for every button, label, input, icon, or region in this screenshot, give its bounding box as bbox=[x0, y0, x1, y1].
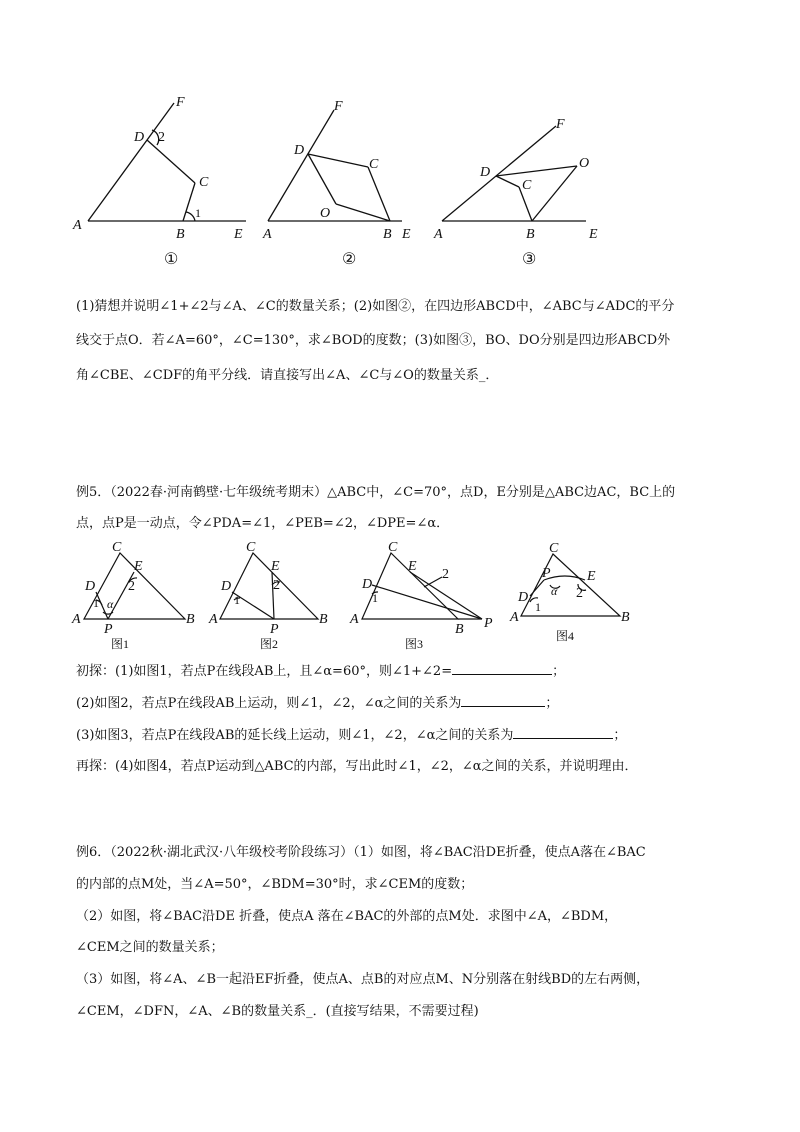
g4-label-P: P bbox=[542, 566, 551, 581]
g4-angle-alpha: α bbox=[551, 584, 558, 598]
g2-label-A: A bbox=[209, 612, 218, 627]
example-6-line-6: ∠CEM，∠DFN，∠A、∠B的数量关系_．(直接写结果，不需要过程) bbox=[76, 1004, 479, 1019]
g3-angle-2: 2 bbox=[442, 567, 449, 582]
g2-caption: 图2 bbox=[260, 637, 279, 651]
g3-label-D: D bbox=[362, 577, 373, 592]
g1-label-A: A bbox=[72, 612, 81, 627]
problem-text-line-3: 角∠CBE、∠CDF的角平分线．请直接写出∠A、∠C与∠O的数量关系_． bbox=[76, 368, 499, 383]
example-6-line-4: ∠CEM之间的数量关系； bbox=[76, 940, 224, 955]
q2-end: ； bbox=[545, 696, 559, 711]
label-F: F bbox=[176, 95, 185, 110]
q3-end: ； bbox=[613, 728, 627, 743]
label-E: E bbox=[402, 227, 411, 242]
figure-1-caption: ① bbox=[164, 251, 179, 268]
q1-end: ； bbox=[552, 664, 566, 679]
g3-label-P: P bbox=[484, 616, 493, 631]
example-5-line-1: 例5．（2022春·河南鹤壁·七年级统考期末）△ABC中，∠C=70°，点D，E分别是△ABC边AC，BC上的 bbox=[76, 485, 676, 500]
g3-angle-1: 1 bbox=[372, 591, 378, 605]
g3-label-B: B bbox=[455, 622, 464, 637]
label-O: O bbox=[320, 206, 331, 221]
g3-label-C: C bbox=[388, 540, 398, 555]
q2-answer-blank[interactable] bbox=[461, 693, 545, 707]
g4-angle-1: 1 bbox=[535, 600, 541, 614]
g4-label-A: A bbox=[510, 610, 519, 625]
g4-label-B: B bbox=[621, 610, 630, 625]
label-O: O bbox=[579, 156, 590, 171]
g1-angle-2: 2 bbox=[128, 579, 135, 594]
label-D: D bbox=[134, 130, 145, 145]
g1-caption: 图1 bbox=[111, 637, 130, 651]
g2-label-C: C bbox=[246, 540, 256, 555]
problem-text-line-2: 线交于点O．若∠A=60°，∠C=130°，求∠BOD的度数；(3)如图③，BO、DO分别是四边形ABCD外 bbox=[76, 333, 671, 348]
g2-label-P: P bbox=[270, 622, 279, 637]
example-6-line-2: 的内部的点M处，当∠A=50°，∠BDM=30°时，求∠CEM的度数； bbox=[76, 877, 474, 892]
g2-label-D: D bbox=[221, 579, 232, 594]
example-5-question-3 bbox=[76, 725, 626, 746]
g2-angle-2: 2 bbox=[273, 578, 280, 593]
problem-text-line-1: (1)猜想并说明∠1+∠2与∠A、∠C的数量关系；(2)如图②，在四边形ABCD中，∠ABC与∠ADC的平分 bbox=[76, 299, 675, 314]
g4-angle-2: 2 bbox=[576, 586, 583, 601]
g4-label-D: D bbox=[518, 590, 529, 605]
figure-3-caption: ③ bbox=[522, 251, 537, 268]
angle-1-label: 1 bbox=[195, 206, 201, 220]
label-C: C bbox=[369, 157, 379, 172]
example-5-question-1 bbox=[76, 661, 565, 682]
q3-text: (3)如图3，若点P在线段AB的延长线上运动，则∠1，∠2，∠α之间的关系为 bbox=[76, 728, 514, 743]
example-6-line-5: （3）如图，将∠A、∠B一起沿EF折叠，使点A、点B的对应点M、N分别落在射线BD的左右两侧， bbox=[76, 972, 650, 987]
example-6-line-1: 例6．（2022秋·湖北武汉·八年级校考阶段练习）（1）如图，将∠BAC沿DE折叠，使点A落在∠BAC bbox=[76, 845, 646, 860]
label-B: B bbox=[176, 227, 185, 242]
g1-label-P: P bbox=[104, 622, 113, 637]
g1-label-B: B bbox=[186, 612, 195, 627]
label-A: A bbox=[73, 218, 82, 233]
example-5-line-2: 点，点P是一动点，令∠PDA=∠1，∠PEB=∠2，∠DPE=∠α． bbox=[76, 516, 450, 531]
example-5-question-4: 再探：(4)如图4，若点P运动到△ABC的内部，写出此时∠1，∠2，∠α之间的关系，并说明理由． bbox=[76, 759, 638, 774]
g4-caption: 图4 bbox=[556, 629, 575, 643]
g3-label-E: E bbox=[408, 559, 417, 574]
g1-angle-alpha: α bbox=[107, 597, 114, 611]
g2-label-B: B bbox=[319, 612, 328, 627]
example-6-line-3: （2）如图，将∠BAC沿DE 折叠，使点A 落在∠BAC的外部的点M处．求图中∠A，∠BDM， bbox=[76, 909, 618, 924]
label-E: E bbox=[589, 227, 598, 242]
g4-label-C: C bbox=[549, 541, 559, 556]
label-A: A bbox=[434, 227, 443, 242]
label-D: D bbox=[294, 143, 305, 158]
g1-label-E: E bbox=[134, 559, 143, 574]
g1-label-C: C bbox=[112, 540, 122, 555]
g3-caption: 图3 bbox=[405, 637, 424, 651]
example-5-question-2 bbox=[76, 693, 558, 714]
label-C: C bbox=[199, 175, 209, 190]
q3-answer-blank[interactable] bbox=[513, 725, 613, 739]
q2-text: (2)如图2，若点P在线段AB上运动，则∠1，∠2，∠α之间的关系为 bbox=[76, 696, 462, 711]
label-E: E bbox=[234, 227, 243, 242]
q1-answer-blank[interactable] bbox=[452, 661, 552, 675]
label-F: F bbox=[334, 99, 343, 114]
g2-label-E: E bbox=[271, 559, 280, 574]
q1-text: 初探：(1)如图1，若点P在线段AB上，且∠α=60°，则∠1+∠2= bbox=[76, 664, 453, 679]
g4-label-E: E bbox=[587, 569, 596, 584]
label-C: C bbox=[522, 178, 532, 193]
g3-label-A: A bbox=[350, 612, 359, 627]
g2-angle-1: 1 bbox=[234, 593, 240, 607]
angle-2-label: 2 bbox=[158, 130, 165, 145]
g1-angle-1: 1 bbox=[93, 596, 99, 610]
figure-2-caption: ② bbox=[342, 251, 357, 268]
label-A: A bbox=[263, 227, 272, 242]
label-D: D bbox=[480, 165, 491, 180]
label-B: B bbox=[383, 227, 392, 242]
label-F: F bbox=[556, 117, 565, 132]
label-B: B bbox=[526, 227, 535, 242]
g1-label-D: D bbox=[85, 579, 96, 594]
